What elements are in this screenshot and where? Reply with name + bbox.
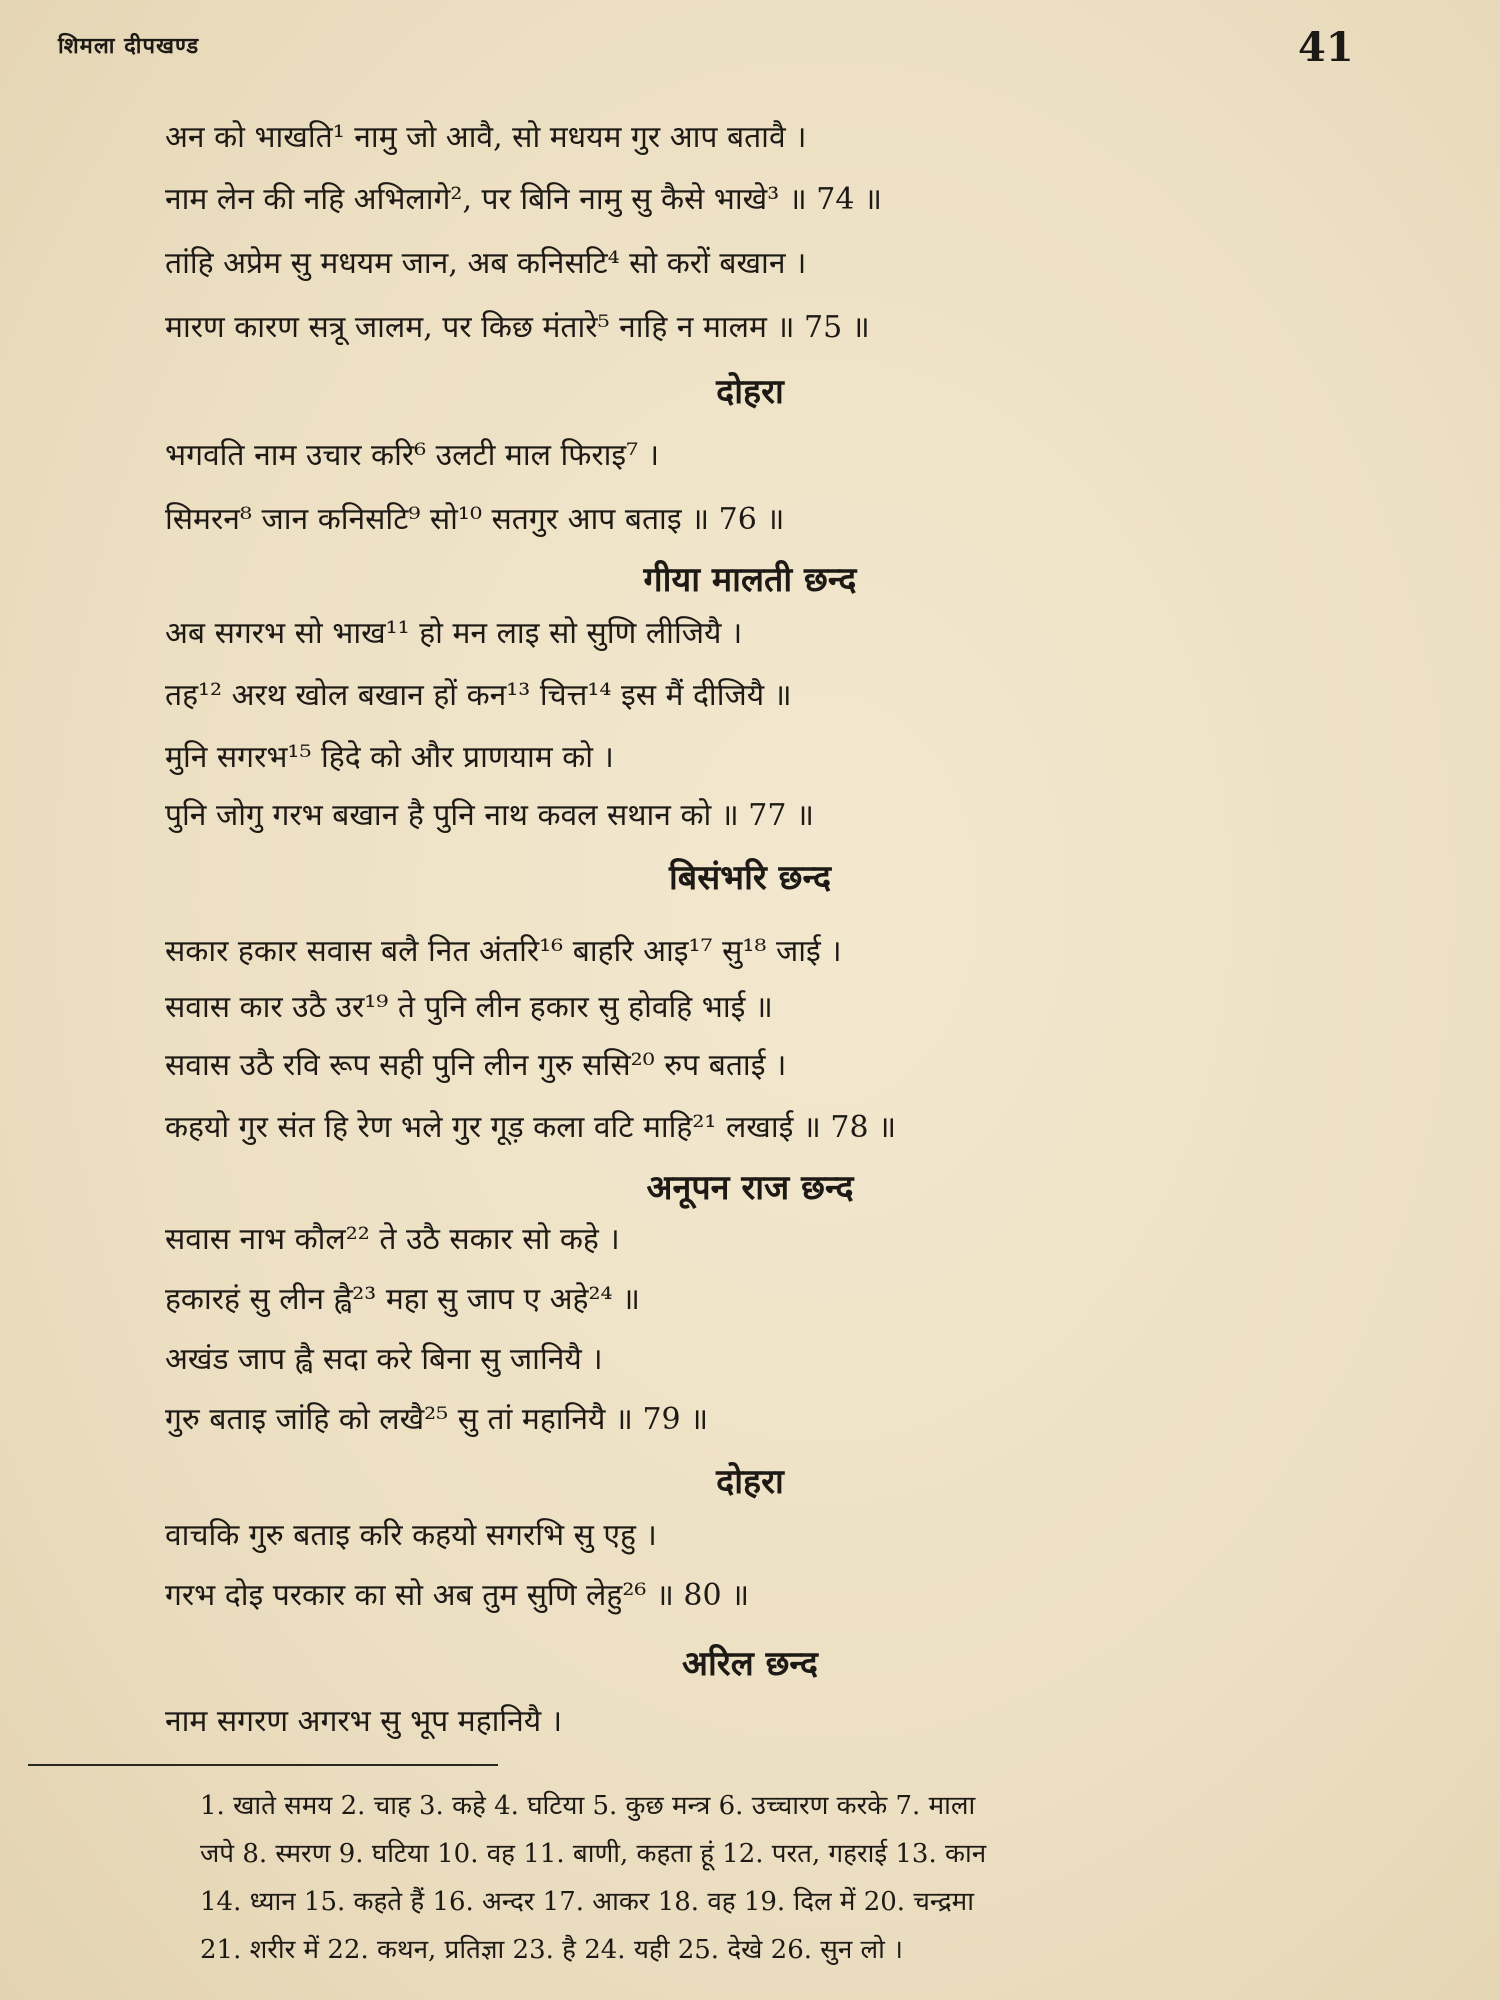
footnote-line: 21. शरीर में 22. कथन, प्रतिज्ञा 23. है 24. यही 25. देखे 26. सुन लो । — [200, 1935, 904, 1965]
verse-line: कहयो गुर संत हि रेण भले गुर गूड़ कला वटि माहि²¹ लखाई ॥ 78 ॥ — [165, 1110, 897, 1145]
verse-line: तांहि अप्रेम सु मधयम जान, अब कनिसटि⁴ सो करों बखान । — [165, 246, 807, 281]
verse-line: तह¹² अरथ खोल बखान हों कन¹³ चित्त¹⁴ इस मैं दीजियै ॥ — [165, 678, 792, 713]
verse-line: अन को भाखति¹ नामु जो आवै, सो मधयम गुर आप बतावै । — [165, 120, 807, 155]
verse-line: सकार हकार सवास बलै नित अंतरि¹⁶ बाहरि आइ¹⁷ सु¹⁸ जाई । — [165, 934, 842, 969]
verse-line: भगवति नाम उचार करि⁶ उलटी माल फिराइ⁷ । — [165, 438, 660, 473]
verse-line: सवास कार उठै उर¹⁹ ते पुनि लीन हकार सु होवहि भाई ॥ — [165, 990, 773, 1025]
verse-line: गरभ दोइ परकार का सो अब तुम सुणि लेहु²⁶ ॥ 80 ॥ — [165, 1578, 750, 1613]
running-head: शिमला दीपखण्ड — [58, 33, 200, 59]
page-number: 41 — [1298, 24, 1354, 71]
section-heading: अरिल छन्द — [682, 1644, 818, 1684]
section-heading: बिसंभरि छन्द — [668, 858, 832, 898]
verse-line: अब सगरभ सो भाख¹¹ हो मन लाइ सो सुणि लीजियै । — [165, 616, 743, 651]
verse-line: अखंड जाप ह्वै सदा करे बिना सु जानियै । — [165, 1342, 603, 1377]
footnote-line: 1. खाते समय 2. चाह 3. कहे 4. घटिया 5. कुछ मन्त्र 6. उच्चारण करके 7. माला — [200, 1791, 976, 1821]
verse-line: वाचकि गुरु बताइ करि कहयो सगरभि सु एहु । — [165, 1518, 657, 1553]
footnote-line: 14. ध्यान 15. कहते हैं 16. अन्दर 17. आकर 18. वह 19. दिल में 20. चन्द्रमा — [200, 1887, 974, 1917]
verse-line: पुनि जोगु गरभ बखान है पुनि नाथ कवल सथान को ॥ 77 ॥ — [165, 798, 814, 833]
verse-line: सवास उठै रवि रूप सही पुनि लीन गुरु ससि²⁰ रुप बताई । — [165, 1048, 787, 1083]
section-heading: दोहरा — [716, 372, 784, 412]
footnote-divider — [28, 1764, 498, 1766]
verse-line: सवास नाभ कौल²² ते उठै सकार सो कहे । — [165, 1222, 620, 1257]
verse-line: नाम लेन की नहि अभिलागे², पर बिनि नामु सु कैसे भाखे³ ॥ 74 ॥ — [165, 182, 882, 217]
verse-line: मुनि सगरभ¹⁵ हिदे को और प्राणयाम को । — [165, 740, 614, 775]
footnote-line: जपे 8. स्मरण 9. घटिया 10. वह 11. बाणी, कहता हूं 12. परत, गहराई 13. कान — [200, 1839, 987, 1869]
section-heading: दोहरा — [716, 1462, 784, 1502]
verse-line: गुरु बताइ जांहि को लखै²⁵ सु तां महानियै ॥ 79 ॥ — [165, 1402, 709, 1437]
section-heading: अनूपन राज छन्द — [646, 1168, 854, 1208]
verse-line: हकारहं सु लीन ह्वै²³ महा सु जाप ए अहे²⁴ ॥ — [165, 1282, 641, 1317]
verse-line: मारण कारण सत्रू जालम, पर किछ मंतारे⁵ नाहि न मालम ॥ 75 ॥ — [165, 310, 870, 345]
verse-line: नाम सगरण अगरभ सु भूप महानियै । — [165, 1704, 563, 1739]
section-heading: गीया मालती छन्द — [643, 560, 857, 600]
verse-line: सिमरन⁸ जान कनिसटि⁹ सो¹⁰ सतगुर आप बताइ ॥ 76 ॥ — [165, 502, 785, 537]
